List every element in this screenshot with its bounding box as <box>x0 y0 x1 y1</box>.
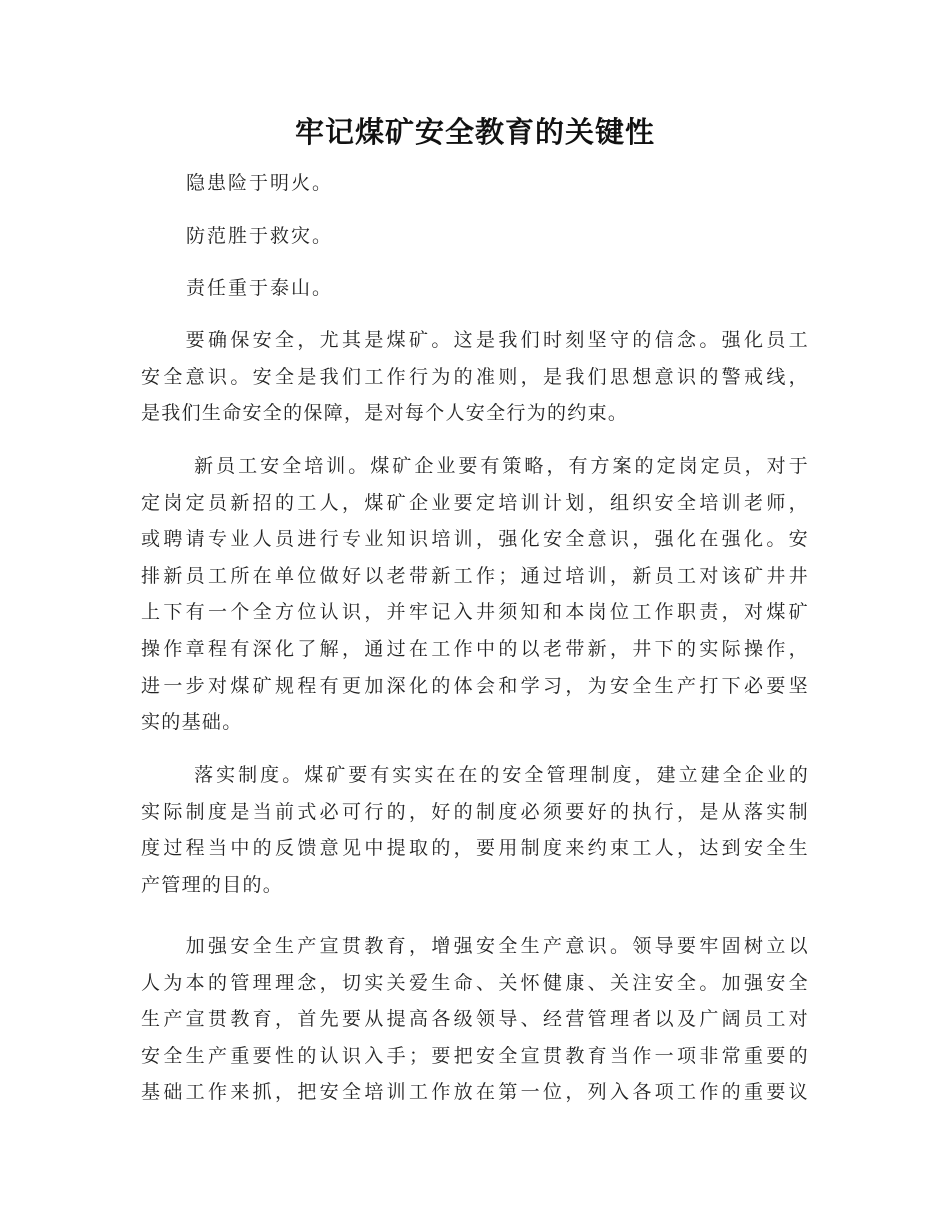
paragraph-new-employee-training <box>141 448 809 741</box>
paragraph-line: 人为本的管理理念，切实关爱生命、关怀健康、关注安全。加强安全 <box>141 971 809 994</box>
paragraph-line: 是我们生命安全的保障，是对每个人安全行为的约束。 <box>141 402 629 425</box>
paragraph-line: 落实制度。煤矿要有实实在在的安全管理制度，建立建全企业的 <box>141 764 809 786</box>
paragraph-line: 基础工作来抓，把安全培训工作放在第一位，列入各项工作的重要议 <box>141 1081 809 1104</box>
paragraph-line: 新员工安全培训。煤矿企业要有策略，有方案的定岗定员，对于 <box>141 455 809 477</box>
paragraph-line: 安全意识。安全是我们工作行为的准则，是我们思想意识的警戒线， <box>141 365 809 388</box>
paragraph-line: 定岗定员新招的工人，煤矿企业要定培训计划，组织安全培训老师， <box>141 491 809 514</box>
paragraph-safety-publicity <box>141 928 809 1111</box>
paragraph-line: 进一步对煤矿规程有更加深化的体会和学习，为安全生产打下必要坚 <box>141 674 809 697</box>
document-title: 牢记煤矿安全教育的关键性 <box>294 115 655 149</box>
short-line-1: 隐患险于明火。 <box>186 172 334 194</box>
paragraph-line: 加强安全生产宣贯教育，增强安全生产意识。领导要牢固树立以 <box>141 935 809 957</box>
paragraph-line: 生产宣贯教育，首先要从提高各级领导、经营管理者以及广阔员工对 <box>141 1008 809 1031</box>
paragraph-line: 要确保安全，尤其是煤矿。这是我们时刻坚守的信念。强化员工 <box>141 329 809 351</box>
paragraph-line: 实的基础。 <box>141 711 243 734</box>
paragraph-line: 操作章程有深化了解，通过在工作中的以老带新，井下的实际操作， <box>141 637 809 660</box>
paragraph-line: 实际制度是当前式必可行的，好的制度必须要好的执行，是从落实制 <box>141 800 809 823</box>
paragraph-line: 或聘请专业人员进行专业知识培训，强化安全意识，强化在强化。安 <box>141 528 809 551</box>
short-line-3: 责任重于泰山。 <box>186 277 334 299</box>
paragraph-safety-belief <box>141 322 809 432</box>
paragraph-line: 度过程当中的反馈意见中提取的，要用制度来约束工人，达到安全生 <box>141 837 809 860</box>
paragraph-line: 安全生产重要性的认识入手；要把安全宣贯教育当作一项非常重要的 <box>141 1044 809 1067</box>
short-line-2: 防范胜于救灾。 <box>186 225 334 247</box>
paragraph-line: 产管理的目的。 <box>141 873 284 896</box>
paragraph-implement-system <box>141 757 809 903</box>
paragraph-line: 排新员工所在单位做好以老带新工作；通过培训，新员工对该矿井井 <box>141 564 809 587</box>
paragraph-line: 上下有一个全方位认识，并牢记入井须知和本岗位工作职责，对煤矿 <box>141 601 809 624</box>
